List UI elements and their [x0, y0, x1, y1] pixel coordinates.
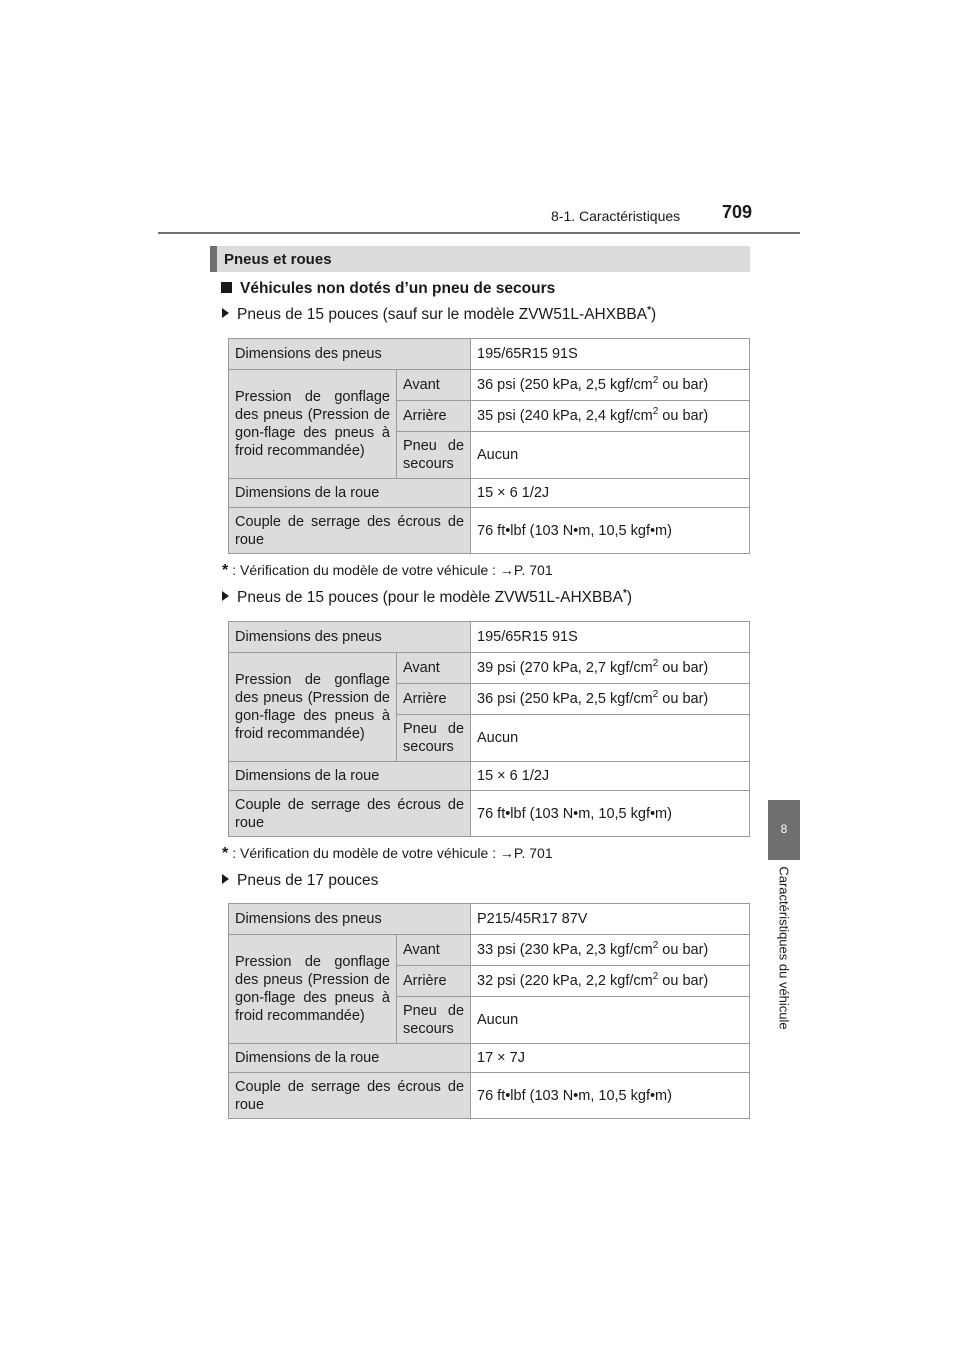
- square-bullet-icon: [221, 282, 232, 293]
- rear-pressure-value: [471, 401, 750, 432]
- wheel-size-label: Dimensions de la roue: [229, 1044, 471, 1073]
- superscript: 2: [652, 406, 659, 417]
- caption-text: Pneus de 15 pouces (sauf sur le modèle ZVW51L-AHXBBA: [237, 306, 648, 323]
- table-caption: [222, 589, 632, 607]
- footnote-text: : Vérification du modèle de votre véhicule : →P. 701: [232, 562, 553, 578]
- pressure-label: Pression de gonflage des pneus (Pression de gon-flage des pneus à froid recommandée): [229, 935, 397, 1044]
- wheel-size-value: 17 × 7J: [471, 1044, 750, 1073]
- torque-value: 76 ft•lbf (103 N•m, 10,5 kgf•m): [471, 1073, 750, 1119]
- table-caption: [222, 872, 378, 890]
- triangle-bullet-icon: [222, 591, 229, 601]
- subheading-text: Véhicules non dotés d’un pneu de secours: [240, 280, 556, 297]
- triangle-bullet-icon: [222, 874, 229, 884]
- section-title-header: 8-1. Caractéristiques: [551, 208, 681, 224]
- unit-suffix: ou bar): [658, 408, 709, 424]
- unit-suffix: ou bar): [658, 377, 709, 393]
- front-pressure-value: [471, 370, 750, 401]
- front-label: Avant: [397, 653, 471, 684]
- tire-size-label: Dimensions des pneus: [229, 904, 471, 935]
- tire-spec-table: [228, 621, 750, 837]
- caption-text: Pneus de 15 pouces (pour le modèle ZVW51L-AHXBBA: [237, 589, 623, 606]
- wheel-size-value: 15 × 6 1/2J: [471, 762, 750, 791]
- chapter-title: Caractéristiques du véhicule: [776, 866, 792, 1030]
- tire-size-value: P215/45R17 87V: [471, 904, 750, 935]
- spare-value: Aucun: [471, 432, 750, 479]
- footnote-star: *: [623, 588, 627, 599]
- triangle-bullet-icon: [222, 308, 229, 318]
- tire-spec-table: [228, 903, 750, 1119]
- rear-pressure-value: [471, 966, 750, 997]
- torque-value: 76 ft•lbf (103 N•m, 10,5 kgf•m): [471, 508, 750, 554]
- superscript: 2: [652, 689, 659, 700]
- rear-label: Arrière: [397, 401, 471, 432]
- torque-label: Couple de serrage des écrous de roue: [229, 508, 471, 554]
- chapter-number: 8: [780, 822, 788, 836]
- rear-pressure-text: 36 psi (250 kPa, 2,5 kgf/cm: [477, 691, 653, 707]
- front-label: Avant: [397, 935, 471, 966]
- front-pressure-text: 36 psi (250 kPa, 2,5 kgf/cm: [477, 377, 653, 393]
- subheading: [221, 280, 555, 298]
- unit-suffix: ou bar): [658, 660, 709, 676]
- section-heading-accent: [210, 246, 217, 272]
- superscript: 2: [652, 375, 659, 386]
- front-pressure-text: 33 psi (230 kPa, 2,3 kgf/cm: [477, 942, 653, 958]
- superscript: 2: [652, 658, 659, 669]
- spare-value: Aucun: [471, 715, 750, 762]
- unit-suffix: ou bar): [658, 942, 709, 958]
- footnote-star: *: [222, 562, 229, 579]
- caption-text: Pneus de 17 pouces: [237, 872, 379, 889]
- pressure-label: Pression de gonflage des pneus (Pression de gon-flage des pneus à froid recommandée): [229, 370, 397, 479]
- caption-end: ): [651, 306, 657, 323]
- spare-label: Pneu de secours: [397, 432, 471, 479]
- torque-value: 76 ft•lbf (103 N•m, 10,5 kgf•m): [471, 791, 750, 837]
- unit-suffix: ou bar): [658, 973, 709, 989]
- tire-spec-table: [228, 338, 750, 554]
- spare-value: Aucun: [471, 997, 750, 1044]
- caption-end: ): [626, 589, 633, 606]
- header-rule: [158, 232, 800, 234]
- footnote-text: : Vérification du modèle de votre véhicule : →P. 701: [232, 845, 553, 861]
- torque-label: Couple de serrage des écrous de roue: [229, 791, 471, 837]
- page-number: 709: [722, 202, 753, 222]
- tire-size-label: Dimensions des pneus: [229, 339, 471, 370]
- front-pressure-value: [471, 935, 750, 966]
- pressure-label: Pression de gonflage des pneus (Pression de gon-flage des pneus à froid recommandée): [229, 653, 397, 762]
- footnote-star: *: [222, 845, 229, 862]
- footnote: [222, 845, 553, 863]
- tire-size-label: Dimensions des pneus: [229, 622, 471, 653]
- spare-label: Pneu de secours: [397, 997, 471, 1044]
- footnote: [222, 562, 553, 580]
- rear-pressure-text: 35 psi (240 kPa, 2,4 kgf/cm: [477, 408, 653, 424]
- wheel-size-label: Dimensions de la roue: [229, 479, 471, 508]
- rear-label: Arrière: [397, 966, 471, 997]
- superscript: 2: [652, 971, 659, 982]
- rear-pressure-text: 32 psi (220 kPa, 2,2 kgf/cm: [477, 973, 653, 989]
- front-label: Avant: [397, 370, 471, 401]
- rear-label: Arrière: [397, 684, 471, 715]
- front-pressure-value: [471, 653, 750, 684]
- section-heading-bar: [210, 246, 750, 272]
- section-heading: Pneus et roues: [224, 251, 332, 268]
- rear-pressure-value: [471, 684, 750, 715]
- wheel-size-value: 15 × 6 1/2J: [471, 479, 750, 508]
- superscript: 2: [652, 940, 659, 951]
- tire-size-value: 195/65R15 91S: [471, 339, 750, 370]
- front-pressure-text: 39 psi (270 kPa, 2,7 kgf/cm: [477, 660, 653, 676]
- footnote-star: *: [647, 305, 652, 316]
- torque-label: Couple de serrage des écrous de roue: [229, 1073, 471, 1119]
- spare-label: Pneu de secours: [397, 715, 471, 762]
- wheel-size-label: Dimensions de la roue: [229, 762, 471, 791]
- unit-suffix: ou bar): [658, 691, 709, 707]
- table-caption: [222, 306, 656, 324]
- tire-size-value: 195/65R15 91S: [471, 622, 750, 653]
